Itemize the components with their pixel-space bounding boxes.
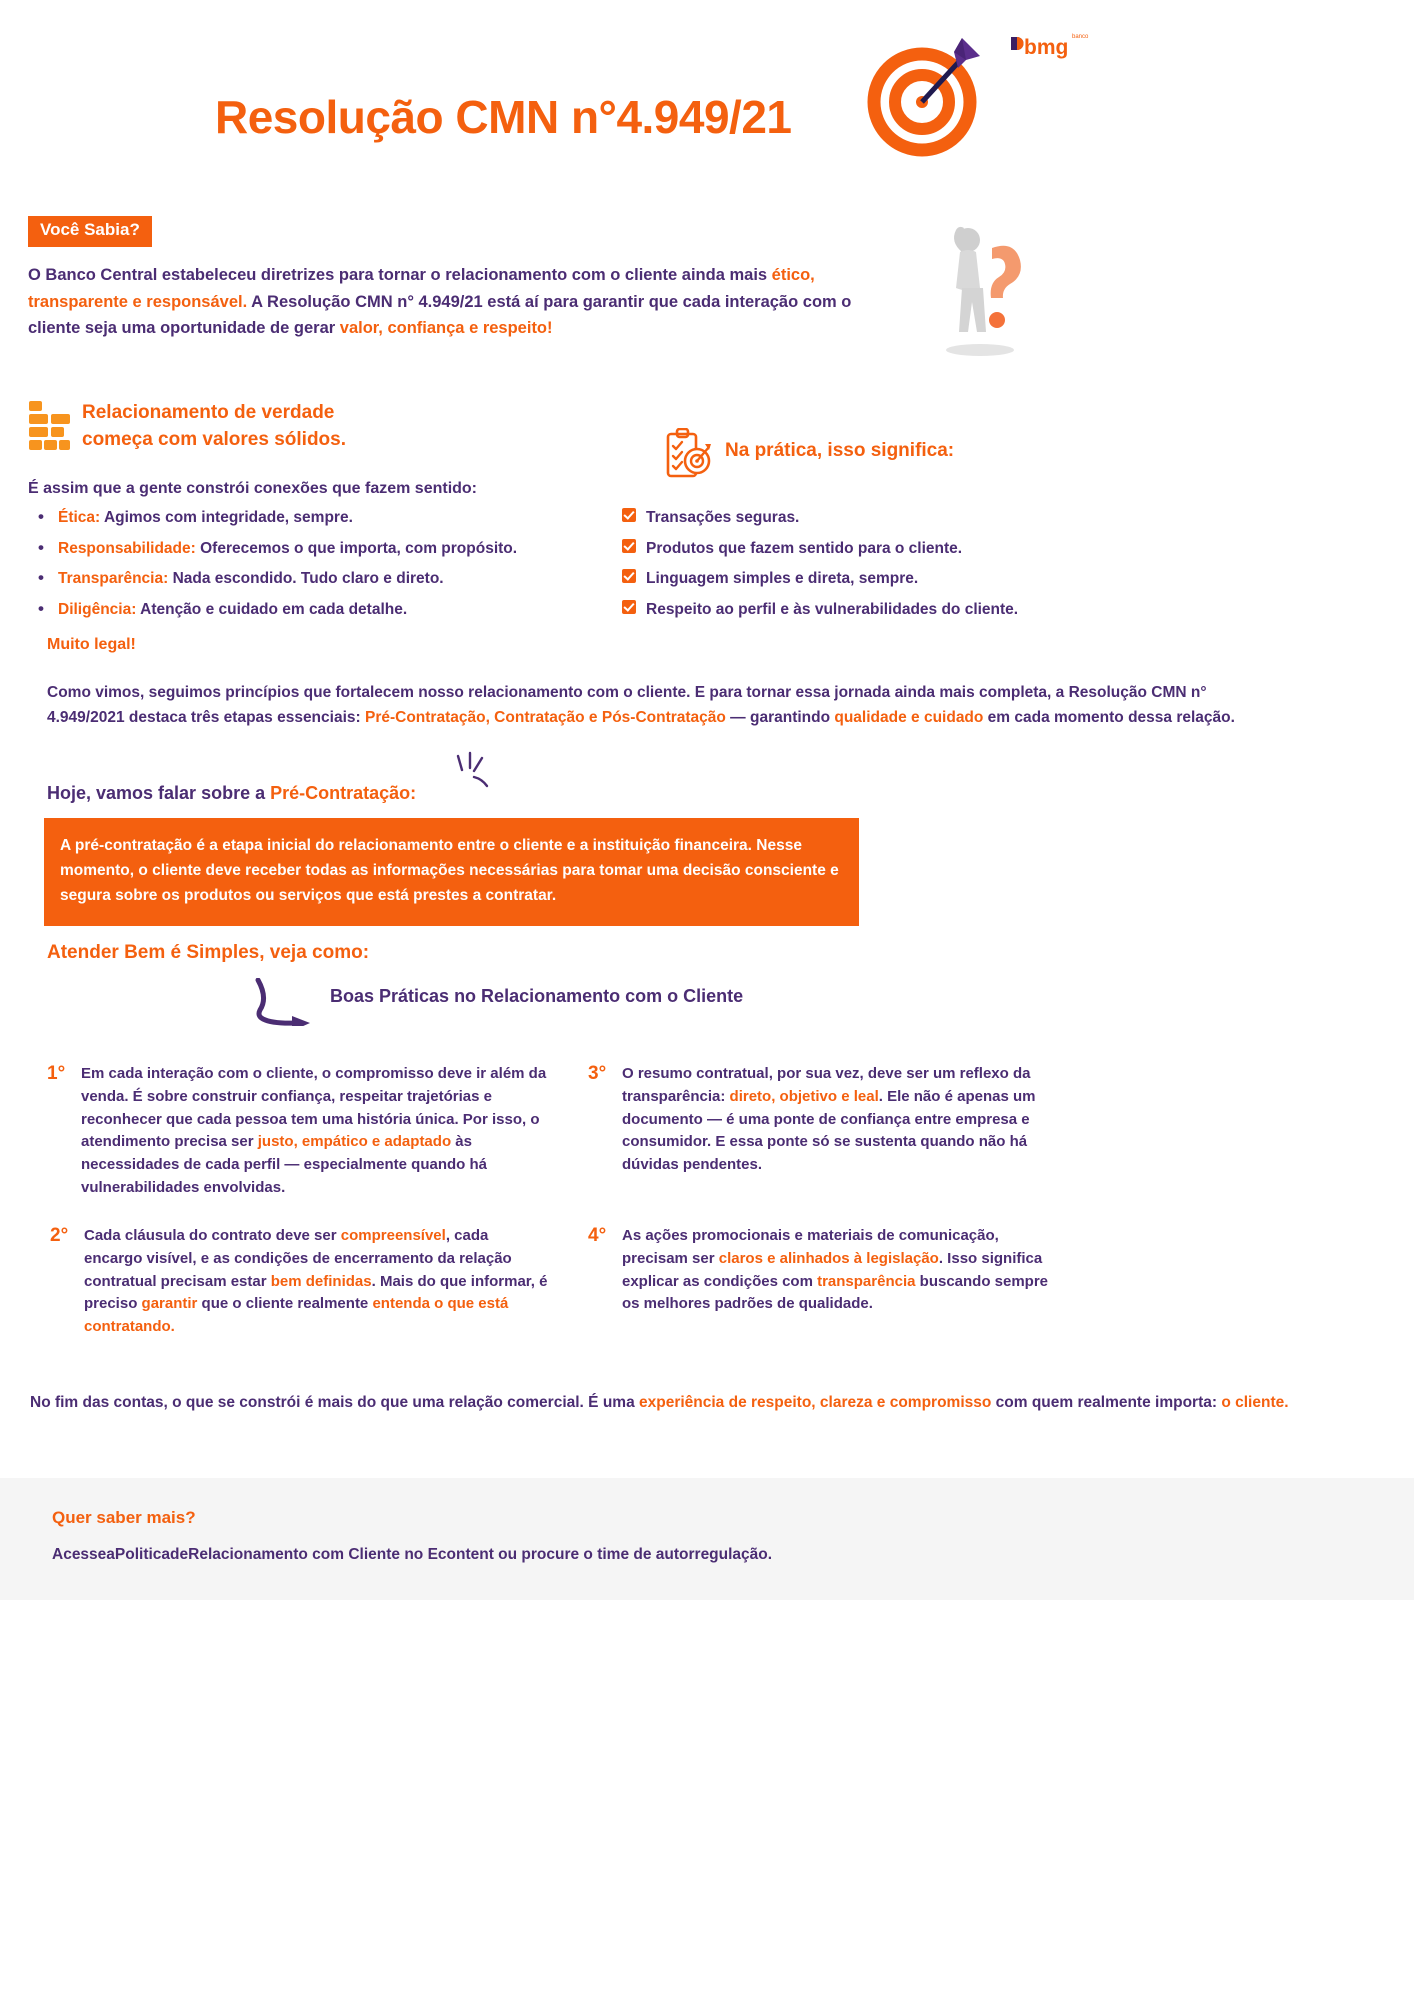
value-key: Responsabilidade: xyxy=(58,539,196,557)
check-icon xyxy=(622,539,636,553)
today-topic-line xyxy=(47,783,416,804)
svg-text:bmg: bmg xyxy=(1024,36,1069,59)
text-run: em cada momento dessa relação. xyxy=(983,709,1235,727)
text-run: As ações promocionais e materiais de comunicação, precisam ser xyxy=(622,1227,999,1267)
footer-text: AcesseaPoliticadeRelacionamento com Cliente no Econtent ou procure o time de autorregulação. xyxy=(52,1546,773,1563)
checklist-item: Produtos que fazem sentido para o cliente. xyxy=(622,541,1302,557)
target-arrow-icon xyxy=(862,30,992,160)
text-run: entenda o que está contratando. xyxy=(84,1295,509,1336)
value-list-item: • Ética: Agimos com integridade, sempre. xyxy=(34,510,614,526)
item-body xyxy=(622,1063,1058,1177)
text-run: , cada encargo visível, e as condições de encerramento da relação contratual precisam estar xyxy=(84,1227,512,1290)
text-run: A Resolução CMN n° 4.949/21 está aí para garantir que cada interação com o cliente seja uma oportunidade de gerar xyxy=(28,292,852,338)
cool-label: Muito legal! xyxy=(47,636,136,653)
cool-paragraph xyxy=(47,680,1275,730)
practice-heading: Na prática, isso significa: xyxy=(725,440,955,461)
pre-contract-callout: A pré-contratação é a etapa inicial do relacionamento entre o cliente e a instituição financeira. Nesse momento, o cliente deve receber todas as informações necessárias para tomar uma decisão consciente e segura sobre os produtos ou serviços que está prestes a contratar. xyxy=(44,818,859,926)
text-run: justo, empático e adaptado xyxy=(257,1133,452,1151)
values-heading-line2: começa com valores sólidos. xyxy=(82,428,347,450)
item-number: 2° xyxy=(50,1225,69,1246)
text-run: ético, transparente e responsável. xyxy=(28,266,815,311)
check-icon xyxy=(622,600,636,614)
page-title: Resolução CMN n°4.949/21 xyxy=(215,91,792,143)
practice-checklist xyxy=(622,510,1302,632)
svg-text:banco: banco xyxy=(1072,34,1089,40)
clipboard-target-icon xyxy=(665,428,713,480)
numbered-item-3 xyxy=(588,1063,1058,1177)
text-run: Cada cláusula do contrato deve ser xyxy=(84,1227,341,1244)
values-heading-line1: Relacionamento de verdade xyxy=(82,402,335,423)
value-key: Transparência: xyxy=(58,570,169,587)
check-icon xyxy=(622,569,636,583)
checklist-item: Linguagem simples e direta, sempre. xyxy=(622,571,1302,587)
item-number: 1° xyxy=(47,1063,66,1084)
today-highlight: Pré-Contratação: xyxy=(270,783,417,803)
numbered-item-1 xyxy=(47,1063,547,1200)
text-run: experiência de respeito, clareza e compromisso xyxy=(639,1394,992,1411)
checklist-item: Respeito ao perfil e às vulnerabilidades do cliente. xyxy=(622,602,1302,618)
text-run: Como vimos, seguimos princípios que fortalecem nosso relacionamento com o cliente. E para tornar essa jornada ainda mais completa, a Resolução CMN n° 4.949/2021 destaca três etapas essenciais: xyxy=(47,684,1207,727)
page-footer xyxy=(0,1478,1414,1600)
text-run: . Ele não é apenas um documento — é uma ponte de confiança entre empresa e consumidor. E essa ponte só se sustenta quando não há dúvidas pendentes. xyxy=(622,1087,1036,1174)
page-header xyxy=(0,0,1414,195)
value-list-item: • Diligência: Atenção e cuidado em cada detalhe. xyxy=(34,602,614,618)
item-number: 3° xyxy=(588,1063,607,1084)
did-you-know-badge: Você Sabia? xyxy=(28,216,152,247)
text-run: garantir xyxy=(141,1295,198,1313)
value-key: Ética: xyxy=(58,509,101,526)
curved-arrow-icon xyxy=(248,978,318,1026)
check-icon xyxy=(622,508,636,522)
value-key: Diligência: xyxy=(58,600,137,618)
sparkle-icon xyxy=(450,750,496,796)
best-practices-title: Boas Práticas no Relacionamento com o Cliente xyxy=(330,986,744,1006)
value-list-item: • Transparência: Nada escondido. Tudo claro e direto. xyxy=(34,571,614,587)
text-run: valor, confiança e respeito! xyxy=(339,319,553,338)
serve-well-heading: Atender Bem é Simples, veja como: xyxy=(47,942,370,963)
item-body xyxy=(84,1225,550,1339)
text-run: que o cliente realmente xyxy=(197,1295,373,1313)
item-body xyxy=(81,1063,547,1200)
text-run: às necessidades de cada perfil — especialmente quando há vulnerabilidades envolvidas. xyxy=(81,1133,487,1196)
item-number: 4° xyxy=(588,1225,607,1246)
today-prefix: Hoje, vamos falar sobre a xyxy=(47,783,271,803)
text-run: direto, objetivo e leal xyxy=(729,1087,879,1105)
text-run: No fim das contas, o que se constrói é mais do que uma relação comercial. É uma xyxy=(30,1394,639,1411)
closing-paragraph xyxy=(30,1390,1350,1415)
text-run: buscando sempre os melhores padrões de qualidade. xyxy=(622,1272,1049,1313)
text-run: bem definidas xyxy=(270,1272,372,1290)
text-run: Pré-Contratação, Contratação e Pós-Contratação xyxy=(364,709,726,727)
item-body xyxy=(622,1225,1058,1316)
text-run: O Banco Central estabeleceu diretrizes para tornar o relacionamento com o cliente ainda mais xyxy=(28,266,772,284)
values-lead-text: É assim que a gente constrói conexões que fazem sentido: xyxy=(28,480,478,497)
bricks-icon xyxy=(28,400,72,452)
bmg-logo xyxy=(1008,28,1103,68)
value-list-item: • Responsabilidade: Oferecemos o que importa, com propósito. xyxy=(34,541,614,557)
values-heading xyxy=(82,400,346,454)
checklist-item: Transações seguras. xyxy=(622,510,1302,526)
text-run: compreensível xyxy=(340,1227,446,1244)
numbered-item-4 xyxy=(588,1225,1058,1316)
intro-paragraph xyxy=(28,262,908,342)
text-run: . Mais do que informar, é preciso xyxy=(84,1272,548,1313)
text-run: . Isso significa explicar as condições com xyxy=(622,1249,1043,1290)
numbered-item-2 xyxy=(50,1225,550,1339)
text-run: qualidade e cuidado xyxy=(834,709,984,727)
values-list xyxy=(34,510,614,632)
question-person-illustration xyxy=(922,218,1042,358)
text-run: — garantindo xyxy=(725,709,835,727)
text-run: o cliente. xyxy=(1221,1394,1289,1411)
footer-title: Quer saber mais? xyxy=(52,1508,196,1527)
text-run: claros e alinhados à legislação xyxy=(718,1249,939,1267)
text-run: transparência xyxy=(817,1272,916,1290)
text-run: com quem realmente importa: xyxy=(991,1394,1222,1411)
text-run: Em cada interação com o cliente, o compromisso deve ir além da venda. É sobre construir confiança, respeitar trajetórias e reconhecer que cada pessoa tem uma história única. Por isso, o atendimento precisa ser xyxy=(81,1065,547,1151)
text-run: O resumo contratual, por sua vez, deve ser um reflexo da transparência: xyxy=(622,1065,1031,1105)
